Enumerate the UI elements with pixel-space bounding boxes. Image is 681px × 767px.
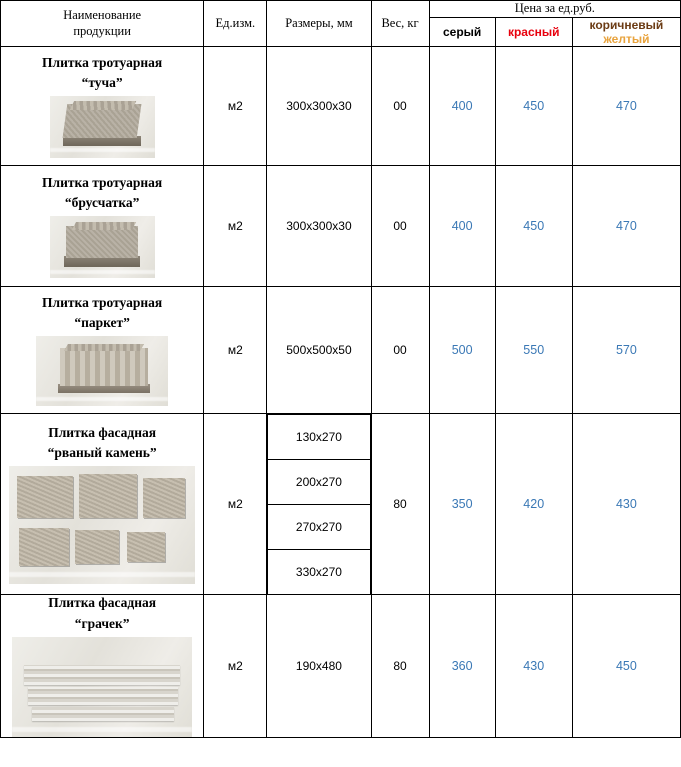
weight-cell: 00	[371, 166, 429, 287]
price-gray-cell: 400	[429, 166, 495, 287]
table-row	[1, 414, 681, 595]
price-red-cell: 550	[495, 287, 572, 414]
price-brown-cell: 450	[572, 595, 680, 738]
weight-cell: 00	[371, 287, 429, 414]
header-size: Размеры, мм	[267, 1, 371, 47]
header-price-brown-yellow	[572, 17, 680, 47]
tile-parket-photo	[36, 336, 168, 406]
unit-cell: м2	[204, 166, 267, 287]
price-brown-cell: 430	[572, 414, 680, 595]
header-unit: Ед.изм.	[204, 1, 267, 47]
price-brown-cell: 570	[572, 287, 680, 414]
product-name-cell	[1, 414, 204, 595]
size-cell: 500х500х50	[267, 287, 371, 414]
header-weight: Вес, кг	[371, 1, 429, 47]
price-red-cell: 420	[495, 414, 572, 595]
product-name-line1: Плитка фасадная	[48, 424, 157, 440]
tile-rvany-kamen-photo	[9, 466, 195, 584]
size-cell: 270х270	[268, 505, 370, 550]
product-name-line2: “паркет”	[74, 315, 130, 331]
price-gray-cell: 400	[429, 47, 495, 166]
product-name-line2: “рваный камень”	[47, 445, 157, 461]
weight-cell: 80	[371, 414, 429, 595]
product-name-line1: Плитка тротуарная	[42, 54, 163, 70]
unit-cell: м2	[204, 595, 267, 738]
product-name-line2: “брусчатка”	[64, 195, 140, 211]
size-cell: 190х480	[267, 595, 371, 738]
size-cell: 300х300х30	[267, 166, 371, 287]
price-red-cell: 450	[495, 166, 572, 287]
product-name-line1: Плитка тротуарная	[42, 174, 163, 190]
table-row	[1, 166, 681, 287]
table-row	[1, 595, 681, 738]
table-header-row-1	[1, 1, 681, 18]
product-name-cell	[1, 595, 204, 738]
header-price-gray: серый	[429, 17, 495, 47]
product-name-cell	[1, 47, 204, 166]
product-name-cell	[1, 287, 204, 414]
table-row	[1, 287, 681, 414]
size-cell-stack	[267, 414, 371, 595]
header-name-line2: продукции	[73, 23, 131, 38]
table-row	[1, 47, 681, 166]
price-gray-cell: 360	[429, 595, 495, 738]
product-name-line1: Плитка тротуарная	[42, 294, 163, 310]
weight-cell: 80	[371, 595, 429, 738]
size-cell: 200х270	[268, 460, 370, 505]
size-cell: 130х270	[268, 415, 370, 460]
unit-cell: м2	[204, 47, 267, 166]
product-name-line1: Плитка фасадная	[48, 595, 157, 611]
product-name-line2: “туча”	[81, 75, 123, 91]
unit-cell: м2	[204, 287, 267, 414]
product-name-cell	[1, 166, 204, 287]
product-name-line2: “грачек”	[74, 616, 130, 632]
price-red-cell: 450	[495, 47, 572, 166]
header-price-group: Цена за ед.руб.	[429, 1, 680, 18]
price-brown-cell: 470	[572, 166, 680, 287]
tile-tucha-photo	[50, 96, 155, 158]
size-cell: 300х300х30	[267, 47, 371, 166]
unit-cell: м2	[204, 414, 267, 595]
price-gray-cell: 500	[429, 287, 495, 414]
header-price-brown: коричневый	[589, 17, 664, 32]
price-gray-cell: 350	[429, 414, 495, 595]
tile-grachek-photo	[12, 637, 192, 737]
header-price-yellow: желтый	[603, 32, 650, 47]
price-brown-cell: 470	[572, 47, 680, 166]
weight-cell: 00	[371, 47, 429, 166]
header-name	[1, 1, 204, 47]
header-name-line1: Наименование	[63, 8, 142, 23]
size-cell: 330х270	[268, 550, 370, 595]
price-red-cell: 430	[495, 595, 572, 738]
tile-bruschatka-photo	[50, 216, 155, 278]
header-price-red: красный	[495, 17, 572, 47]
